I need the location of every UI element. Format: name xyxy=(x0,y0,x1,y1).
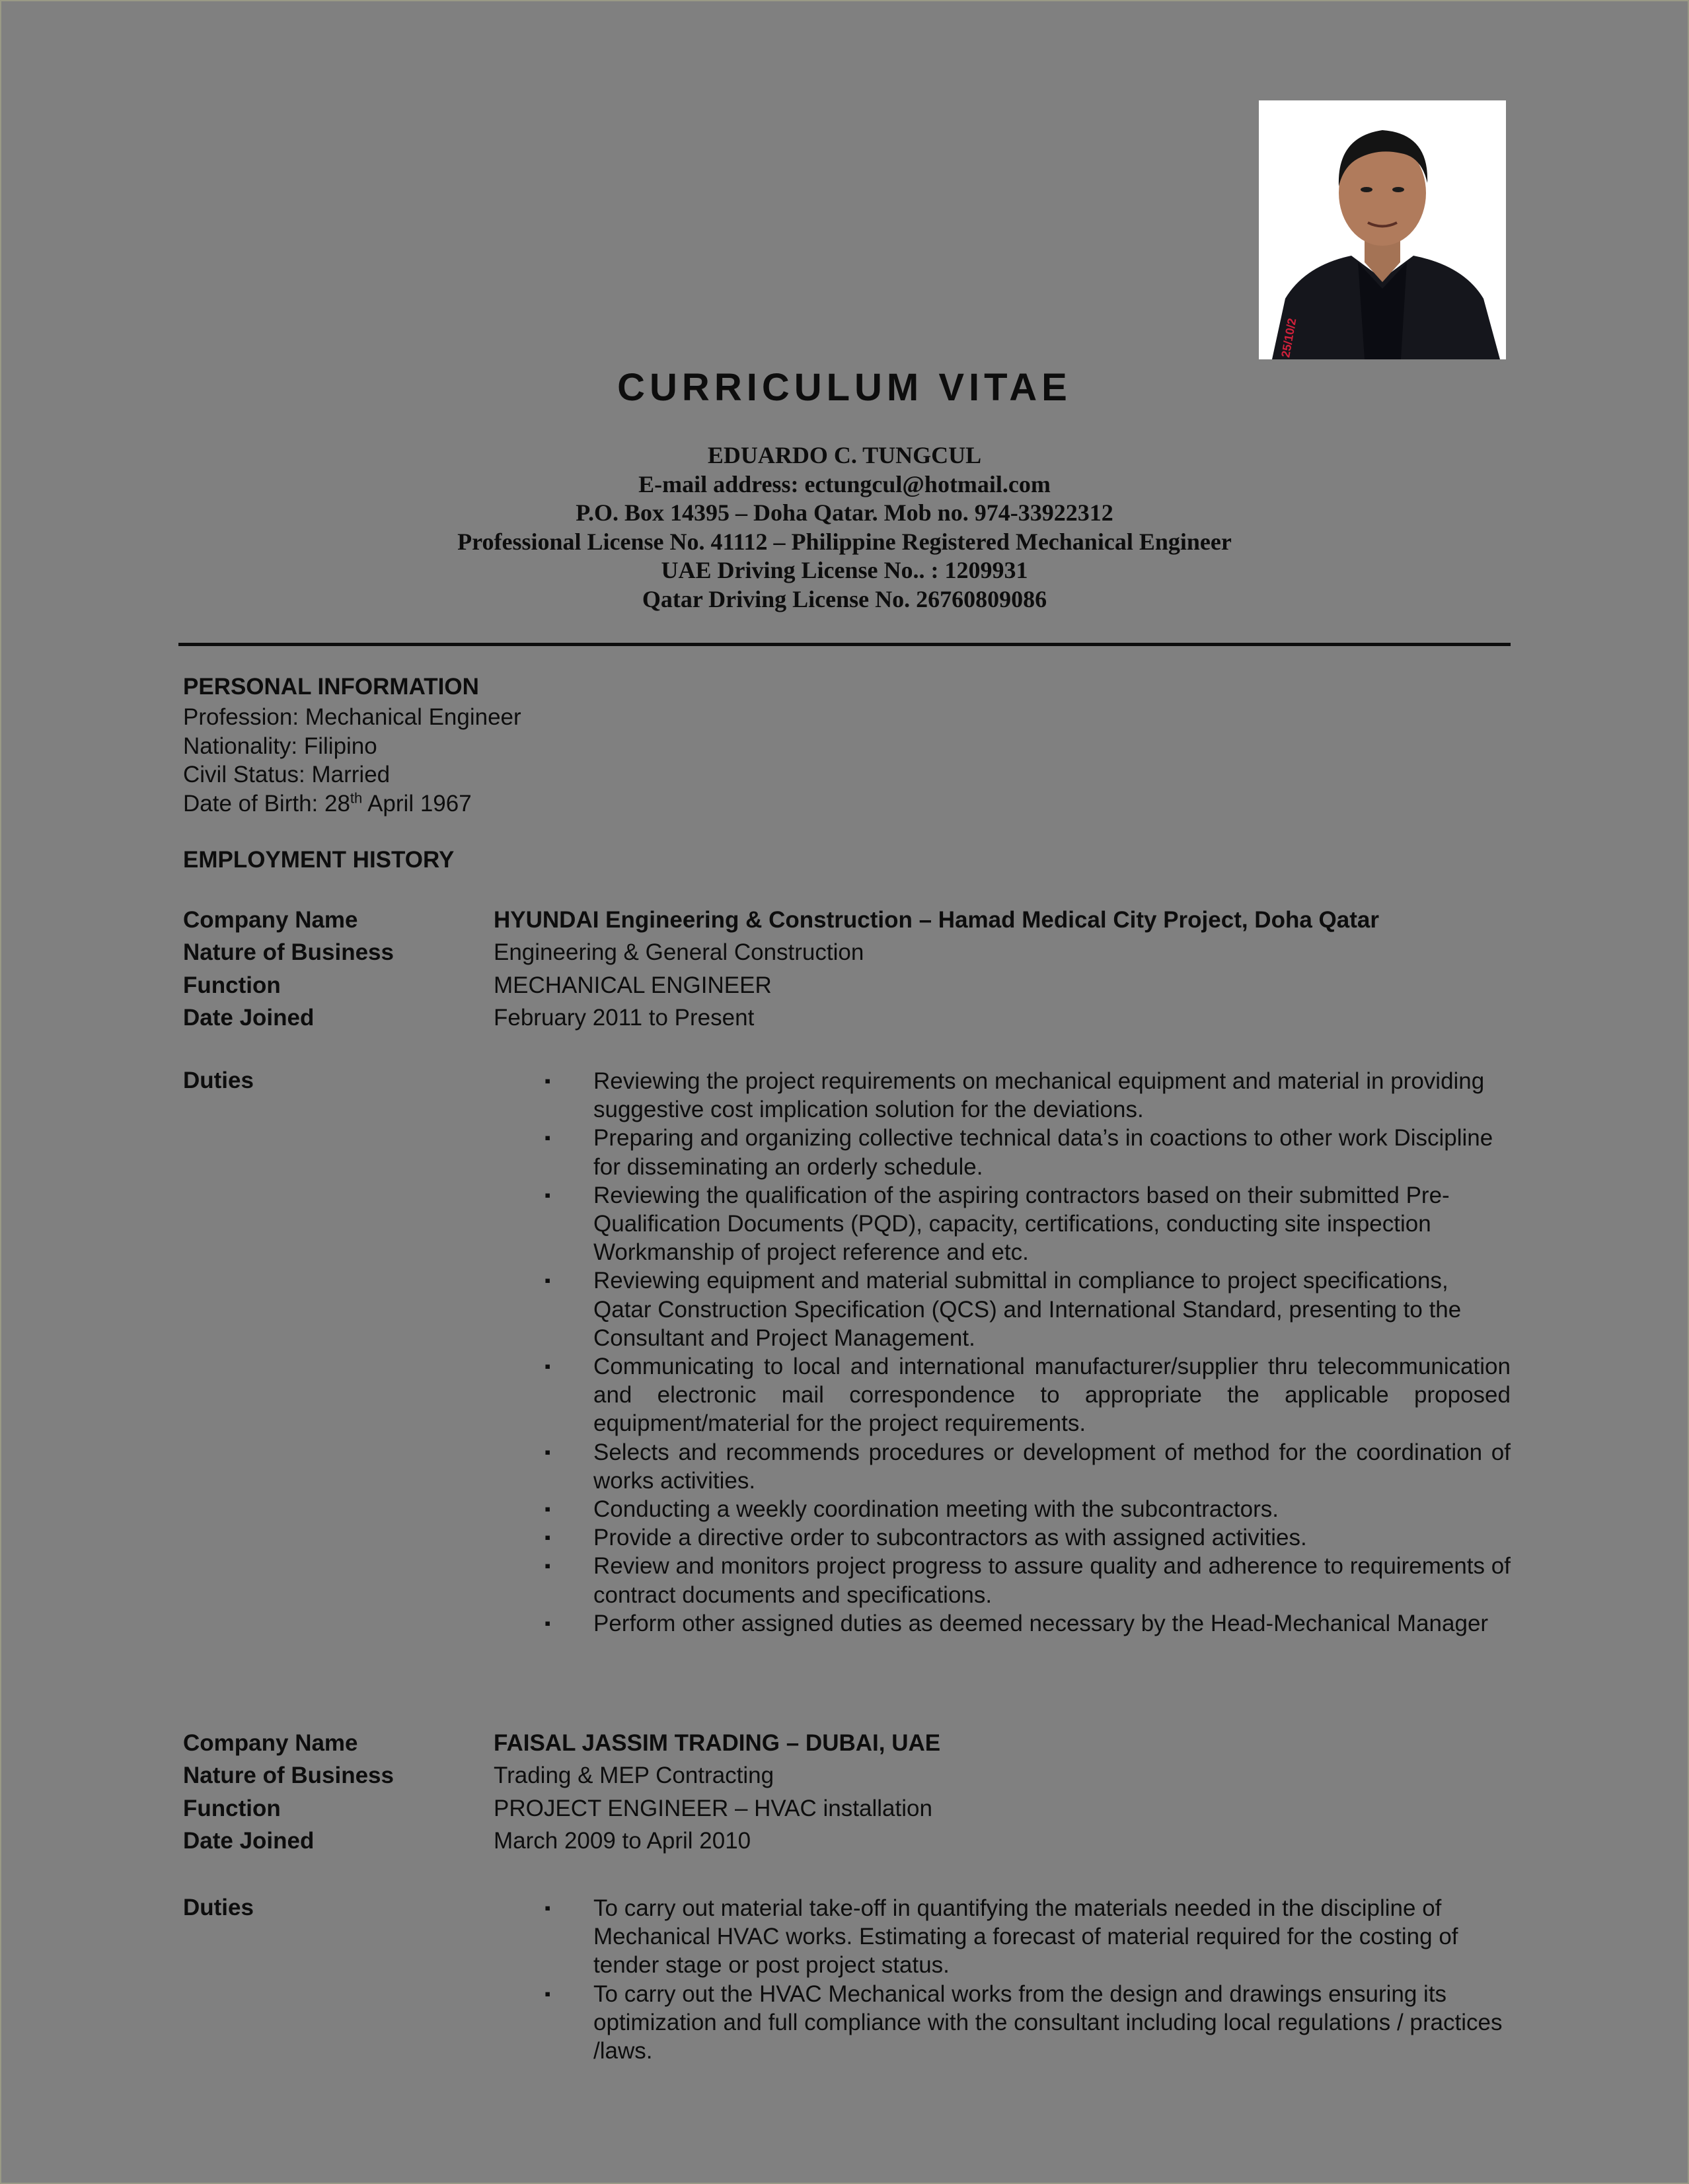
list-item: ▪ Reviewing the qualification of the aspiring contractors based on their submitted Pre-Qualification Documents (PQD), capacity, certifications, conducting site inspection Workmanship of project reference and etc. xyxy=(544,1182,1450,1266)
job2-function: PROJECT ENGINEER – HVAC installation xyxy=(494,1796,932,1821)
function-label: Function xyxy=(183,1796,281,1821)
list-item: ▪ Communicating to local and international manufacturer/supplier thru telecommunication and electronic mail correspondence to appropriate the applicable proposed equipment/material for the project requirements. xyxy=(544,1354,1511,1437)
list-item: ▪ Conducting a weekly coordination meeting with the subcontractors. xyxy=(544,1496,1279,1523)
list-item: ▪ To carry out the HVAC Mechanical works from the design and drawings ensuring its optimization and full compliance with the consultant including local regulations / practices /laws. xyxy=(544,1981,1503,2064)
personal-info xyxy=(183,703,521,818)
job1-function: MECHANICAL ENGINEER xyxy=(494,972,772,998)
company-label: Company Name xyxy=(183,907,358,933)
nature-label: Nature of Business xyxy=(183,1763,394,1788)
job1-company: HYUNDAI Engineering & Construction – Hamad Medical City Project, Doha Qatar xyxy=(494,907,1379,933)
profession: Profession: Mechanical Engineer xyxy=(183,704,521,730)
list-item: ▪ To carry out material take-off in quantifying the materials needed in the discipline of Mechanical HVAC works. Estimating a forecast of material required for the costing of tender stage or post project status. xyxy=(544,1895,1458,1979)
address-line: P.O. Box 14395 – Doha Qatar. Mob no. 974-33922312 xyxy=(576,499,1113,526)
license-line: Professional License No. 41112 – Philippine Registered Mechanical Engineer xyxy=(457,528,1232,555)
employment-history-heading: EMPLOYMENT HISTORY xyxy=(183,847,455,873)
job1-date: February 2011 to Present xyxy=(494,1005,755,1031)
contact-header xyxy=(0,441,1689,614)
date-label: Date Joined xyxy=(183,1005,315,1031)
job2-nature: Trading & MEP Contracting xyxy=(494,1763,774,1788)
qatar-license-line: Qatar Driving License No. 26760809086 xyxy=(642,585,1047,612)
candidate-name: EDUARDO C. TUNGCUL xyxy=(707,442,982,468)
civil-status: Civil Status: Married xyxy=(183,762,391,787)
list-item: ▪ Preparing and organizing collective technical data’s in coactions to other work Discipline for disseminating an orderly schedule. xyxy=(544,1125,1493,1180)
email-line: E-mail address: ectungcul@hotmail.com xyxy=(638,470,1051,497)
duties-label: Duties xyxy=(183,1068,254,1093)
date-label: Date Joined xyxy=(183,1828,315,1854)
list-item: ▪ Perform other assigned duties as deemed necessary by the Head-Mechanical Manager xyxy=(544,1610,1489,1636)
header-divider xyxy=(178,643,1511,646)
function-label: Function xyxy=(183,972,281,998)
page-title: CURRICULUM VITAE xyxy=(617,366,1072,409)
list-item: ▪ Selects and recommends procedures or development of method for the coordination of works activities. xyxy=(544,1439,1511,1494)
duties-label: Duties xyxy=(183,1895,254,1920)
uae-license-line: UAE Driving License No.. : 1209931 xyxy=(661,557,1028,583)
profile-photo xyxy=(1259,100,1506,359)
job2-duties xyxy=(541,1894,1511,2065)
list-item: ▪ Review and monitors project progress to assure quality and adherence to requirements of contract documents and specifications. xyxy=(544,1553,1511,1608)
list-item: ▪ Reviewing the project requirements on mechanical equipment and material in providing suggestive cost implication solution for the deviations. xyxy=(544,1068,1485,1123)
personal-info-heading: PERSONAL INFORMATION xyxy=(183,674,479,700)
nationality: Nationality: Filipino xyxy=(183,733,377,759)
date-of-birth: Date of Birth: 28th April 1967 xyxy=(183,789,472,817)
job1-duties xyxy=(541,1067,1511,1638)
list-item: ▪ Provide a directive order to subcontractors as with assigned activities. xyxy=(544,1525,1307,1551)
job2-date: March 2009 to April 2010 xyxy=(494,1828,751,1854)
photo-date-stamp: 25/10/2 xyxy=(1279,317,1299,359)
list-item: ▪ Reviewing equipment and material submittal in compliance to project specifications, Qatar Construction Specification (QCS) and International Standard, presenting to the Consultant and Project Management. xyxy=(544,1268,1462,1351)
nature-label: Nature of Business xyxy=(183,939,394,965)
job1-nature: Engineering & General Construction xyxy=(494,939,864,965)
job2-company: FAISAL JASSIM TRADING – DUBAI, UAE xyxy=(494,1730,941,1756)
company-label: Company Name xyxy=(183,1730,358,1756)
